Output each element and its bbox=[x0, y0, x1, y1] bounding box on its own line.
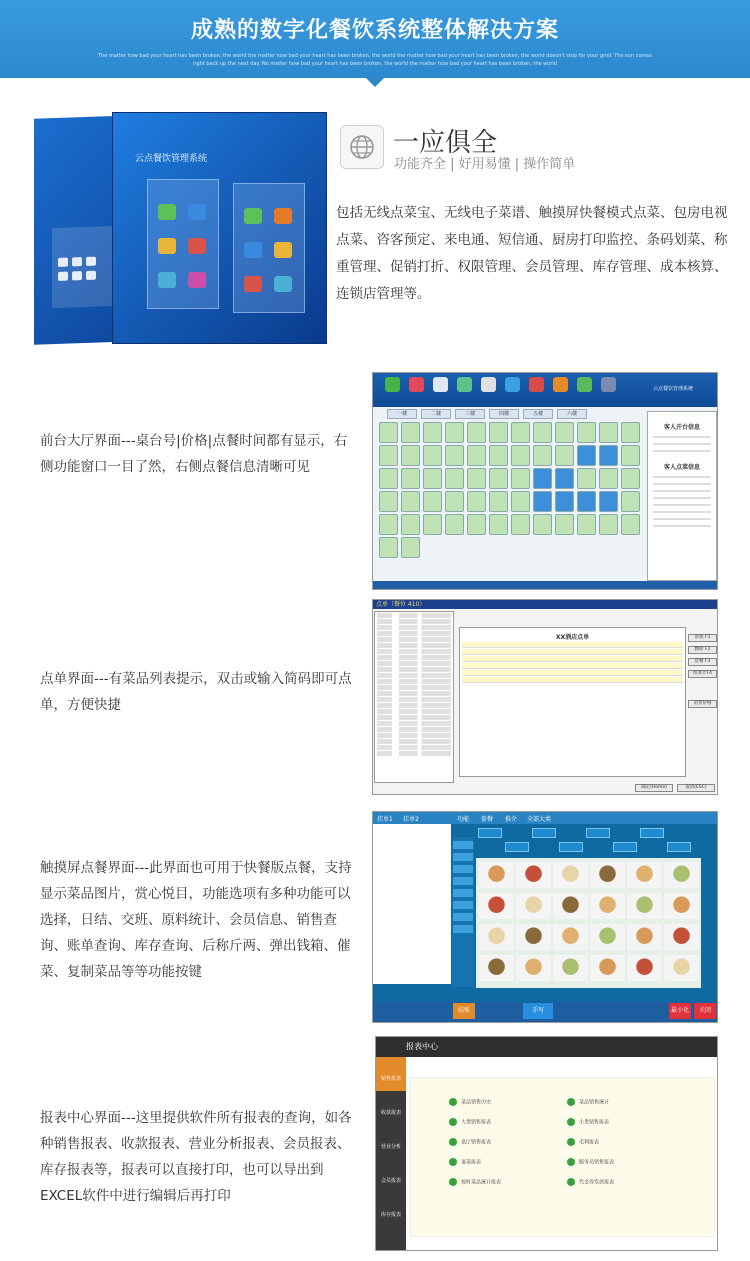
table-tile[interactable] bbox=[379, 491, 398, 512]
receipt-row bbox=[462, 670, 683, 676]
touch-screenshot bbox=[372, 811, 718, 1023]
table-tile[interactable] bbox=[577, 468, 596, 489]
report-list bbox=[410, 1077, 715, 1237]
table-tile[interactable] bbox=[533, 422, 552, 443]
tab-floor-3[interactable]: 三楼 bbox=[455, 409, 485, 419]
hero-panel-right bbox=[233, 183, 305, 313]
table-tile[interactable] bbox=[423, 422, 442, 443]
tab-floor-4[interactable]: 四楼 bbox=[489, 409, 519, 419]
table-tile[interactable] bbox=[401, 537, 420, 558]
dish-category-button[interactable] bbox=[586, 828, 610, 838]
dish-list-row[interactable] bbox=[377, 613, 451, 618]
report-item[interactable]: 毛利报表 bbox=[567, 1138, 599, 1146]
table-tile[interactable] bbox=[423, 491, 442, 512]
dish-list-row[interactable] bbox=[377, 643, 451, 648]
receipt-row bbox=[462, 649, 683, 655]
table-tile[interactable] bbox=[621, 468, 640, 489]
front-hall-app-logo: 云点餐饮管理系统 bbox=[652, 386, 693, 392]
table-tile[interactable] bbox=[489, 491, 508, 512]
dish-picture-tile[interactable] bbox=[516, 862, 551, 888]
table-tile[interactable] bbox=[555, 468, 574, 489]
table-tile[interactable] bbox=[533, 491, 552, 512]
table-tile[interactable] bbox=[401, 445, 420, 466]
table-tile[interactable] bbox=[599, 422, 618, 443]
report-nav bbox=[376, 1057, 406, 1251]
return-price-button[interactable]: 退货价格 bbox=[688, 700, 717, 708]
nav-business-analysis[interactable]: 营业分析 bbox=[380, 1144, 401, 1150]
set-meal-button[interactable]: 套餐 F3 bbox=[688, 658, 717, 666]
delete-button[interactable]: 删除 F2 bbox=[688, 646, 717, 654]
nav-member-report[interactable]: 会员报表 bbox=[380, 1178, 401, 1184]
table-tile[interactable] bbox=[577, 422, 596, 443]
minimize-button[interactable]: 最小化 bbox=[669, 1003, 691, 1019]
table-tile[interactable] bbox=[445, 445, 464, 466]
dish-list-row[interactable] bbox=[377, 739, 451, 744]
tab-floor-1[interactable]: 一楼 bbox=[387, 409, 417, 419]
dish-list-row[interactable] bbox=[377, 715, 451, 720]
dish-categories bbox=[478, 826, 698, 856]
table-tile[interactable] bbox=[599, 514, 618, 535]
dish-picture-tile[interactable] bbox=[553, 893, 588, 919]
checkout-button[interactable]: 结账 bbox=[453, 1003, 475, 1019]
receipt-row bbox=[462, 656, 683, 662]
table-tile[interactable] bbox=[489, 514, 508, 535]
dish-category-button[interactable] bbox=[532, 828, 556, 838]
table-tile[interactable] bbox=[489, 468, 508, 489]
table-tile[interactable] bbox=[467, 422, 486, 443]
dish-list[interactable] bbox=[374, 611, 454, 783]
table-tile[interactable] bbox=[533, 514, 552, 535]
dish-list-row[interactable] bbox=[377, 655, 451, 660]
dish-list-row[interactable] bbox=[377, 751, 451, 756]
table-tile[interactable] bbox=[577, 514, 596, 535]
receipt-row bbox=[462, 663, 683, 669]
tab-floor-6[interactable]: 六楼 bbox=[557, 409, 587, 419]
table-tile[interactable] bbox=[599, 491, 618, 512]
banner-arrow-icon bbox=[365, 77, 385, 87]
report-item[interactable]: 大类销售报表 bbox=[449, 1118, 491, 1126]
table-tile[interactable] bbox=[577, 491, 596, 512]
table-tile[interactable] bbox=[445, 422, 464, 443]
table-tile[interactable] bbox=[599, 445, 618, 466]
table-tile[interactable] bbox=[379, 422, 398, 443]
table-tile[interactable] bbox=[511, 491, 530, 512]
dish-picture-grid bbox=[476, 858, 701, 988]
intro-title: 一应俱全 bbox=[393, 128, 498, 158]
table-tile[interactable] bbox=[423, 514, 442, 535]
table-tile[interactable] bbox=[379, 514, 398, 535]
set-meal-tab[interactable]: 套餐 bbox=[481, 816, 494, 823]
order-info-heading: 客人点菜信息 bbox=[663, 464, 700, 471]
banner-subtitle: The matter how bad your heart has been broken, the world the matter how bad your heart has been broken, the world the matter how bad your heart has been broken, the world doesn't stop for your grief. The sun comes right back up the next day. No matter how bad your heart has been broken, the world the matter how bad your heart has been broken, the world bbox=[98, 53, 652, 67]
order-receipt bbox=[459, 627, 686, 777]
section-touch-text: 触摸屏点餐界面---此界面也可用于快餐版点餐，支持显示菜品图片，赏心悦目，功能选项有多种功能可以选择，日结、交班、原料统计、会员信息、销售查询、账单查询、库存查询、后称斤两、弹出钱箱、催菜、复制菜品等等功能按键 bbox=[40, 860, 352, 980]
dish-list-row[interactable] bbox=[377, 631, 451, 636]
report-item[interactable]: 退菜报表 bbox=[449, 1158, 481, 1166]
status-bar bbox=[373, 581, 718, 589]
table-tile[interactable] bbox=[533, 445, 552, 466]
table-tile[interactable] bbox=[555, 514, 574, 535]
open-table-info-heading: 客人开台信息 bbox=[663, 424, 700, 431]
dish-list-row[interactable] bbox=[377, 673, 451, 678]
banner-title: 成熟的数字化餐饮系统整体解决方案 bbox=[190, 18, 559, 43]
report-screenshot bbox=[375, 1036, 718, 1251]
dish-picture-tile[interactable] bbox=[590, 893, 625, 919]
dish-list-row[interactable] bbox=[377, 685, 451, 690]
dish-category-button[interactable] bbox=[640, 828, 664, 838]
tab-floor-5[interactable]: 五楼 bbox=[523, 409, 553, 419]
receipt-row bbox=[462, 642, 683, 648]
header-banner bbox=[0, 0, 750, 78]
dish-list-row[interactable] bbox=[377, 661, 451, 666]
dish-list-row[interactable] bbox=[377, 709, 451, 714]
globe-icon bbox=[340, 125, 384, 169]
dish-list-row[interactable] bbox=[377, 649, 451, 654]
table-tile[interactable] bbox=[467, 468, 486, 489]
table-tile[interactable] bbox=[489, 422, 508, 443]
receipt-title: XX酒店点单 bbox=[555, 634, 590, 641]
function-tab[interactable]: 功能 bbox=[457, 816, 470, 823]
order-window-title: 点单（餐位 410） bbox=[373, 600, 718, 609]
table-tile[interactable] bbox=[423, 468, 442, 489]
order-screenshot bbox=[372, 599, 718, 795]
dish-category-button[interactable] bbox=[613, 842, 637, 852]
confirm-button[interactable]: 确定(Home) bbox=[635, 784, 673, 792]
cancel-button[interactable]: 取消(ESC) bbox=[677, 784, 715, 792]
dish-picture-tile[interactable] bbox=[627, 955, 662, 981]
dish-picture-tile[interactable] bbox=[516, 924, 551, 950]
report-item[interactable]: 小类销售报表 bbox=[567, 1118, 609, 1126]
table-tile[interactable] bbox=[511, 468, 530, 489]
report-item[interactable]: 菜品销售统计 bbox=[567, 1098, 609, 1106]
table-tile[interactable] bbox=[621, 422, 640, 443]
section-order-text: 点单界面---有菜品列表提示，双击或输入简码即可点单，方便快捷 bbox=[40, 671, 352, 713]
add-button[interactable]: 添加 F1 bbox=[688, 634, 717, 642]
table-tile[interactable] bbox=[621, 445, 640, 466]
dish-list-row[interactable] bbox=[377, 697, 451, 702]
dish-picture-tile[interactable] bbox=[664, 955, 699, 981]
table-tile[interactable] bbox=[621, 514, 640, 535]
table-tile[interactable] bbox=[533, 468, 552, 489]
combo-button[interactable]: 组菜计F4 bbox=[688, 670, 717, 678]
dish-category-button[interactable] bbox=[505, 842, 529, 852]
table-tile[interactable] bbox=[489, 445, 508, 466]
table-tile[interactable] bbox=[401, 468, 420, 489]
dish-category-button[interactable] bbox=[559, 842, 583, 852]
dish-list-row[interactable] bbox=[377, 721, 451, 726]
table-tile[interactable] bbox=[445, 491, 464, 512]
section-report-text: 报表中心界面---这里提供软件所有报表的查询，如各种销售报表、收款报表、营业分析报表、会员报表、库存报表等，报表可以直接打印，也可以导出到EXCEL软件中进行编辑后再打印 bbox=[40, 1110, 352, 1204]
dish-list-row[interactable] bbox=[377, 619, 451, 624]
front-hall-toolbar bbox=[373, 373, 718, 407]
hero-main-menu-image bbox=[112, 112, 327, 344]
all-categories-tab[interactable]: 全部大类 bbox=[527, 816, 552, 823]
table-tile[interactable] bbox=[555, 445, 574, 466]
hold-1-tab[interactable]: 挂单1 bbox=[377, 816, 393, 823]
dish-picture-tile[interactable] bbox=[590, 924, 625, 950]
dish-picture-tile[interactable] bbox=[664, 924, 699, 950]
nav-inventory-report[interactable]: 库存报表 bbox=[380, 1212, 401, 1218]
table-tile[interactable] bbox=[555, 491, 574, 512]
close-button[interactable]: 关闭 bbox=[694, 1003, 716, 1019]
dish-picture-tile[interactable] bbox=[627, 862, 662, 888]
dish-picture-tile[interactable] bbox=[479, 924, 514, 950]
report-item[interactable]: 菜品销售历史 bbox=[449, 1098, 491, 1106]
recommend-tab[interactable]: 推介 bbox=[505, 816, 518, 823]
table-tile[interactable] bbox=[467, 445, 486, 466]
nav-receipt-report[interactable]: 收款报表 bbox=[380, 1110, 401, 1116]
dish-picture-tile[interactable] bbox=[590, 955, 625, 981]
dish-list-row[interactable] bbox=[377, 733, 451, 738]
dish-picture-tile[interactable] bbox=[479, 955, 514, 981]
table-tile[interactable] bbox=[445, 468, 464, 489]
table-tile[interactable] bbox=[467, 514, 486, 535]
dish-picture-tile[interactable] bbox=[627, 893, 662, 919]
dish-list-row[interactable] bbox=[377, 637, 451, 642]
dish-picture-tile[interactable] bbox=[664, 893, 699, 919]
dish-picture-tile[interactable] bbox=[627, 924, 662, 950]
table-tile[interactable] bbox=[555, 422, 574, 443]
dish-picture-tile[interactable] bbox=[479, 862, 514, 888]
table-tile[interactable] bbox=[423, 445, 442, 466]
table-tile[interactable] bbox=[379, 445, 398, 466]
report-item[interactable]: 按时菜品统计报表 bbox=[449, 1178, 501, 1186]
table-tile[interactable] bbox=[379, 537, 398, 558]
dish-list-row[interactable] bbox=[377, 667, 451, 672]
hero-panel-left bbox=[147, 179, 219, 309]
report-item[interactable]: 桌厅销售报表 bbox=[449, 1138, 491, 1146]
dish-picture-tile[interactable] bbox=[479, 893, 514, 919]
dish-picture-tile[interactable] bbox=[553, 862, 588, 888]
table-tile[interactable] bbox=[577, 445, 596, 466]
intro-description: 包括无线点菜宝、无线电子菜谱、触摸屏快餐模式点菜、包房电视点菜、咨客预定、来电通、短信通、厨房打印监控、条码划菜、称重管理、促销打折、权限管理、会员管理、库存管理、成本核算、连锁店管理等。 bbox=[336, 205, 728, 302]
intro-subtitle: 功能齐全 | 好用易懂 | 操作简单 bbox=[394, 157, 576, 172]
nav-sales-report[interactable]: 销售报表 bbox=[376, 1057, 406, 1091]
floor-tabs bbox=[377, 409, 645, 419]
dish-list-row[interactable] bbox=[377, 691, 451, 696]
dish-picture-tile[interactable] bbox=[590, 862, 625, 888]
dish-picture-tile[interactable] bbox=[516, 893, 551, 919]
handwrite-button[interactable]: 手写 bbox=[523, 1003, 553, 1019]
table-tile[interactable] bbox=[467, 491, 486, 512]
dish-picture-tile[interactable] bbox=[664, 862, 699, 888]
table-tile[interactable] bbox=[401, 514, 420, 535]
table-tile[interactable] bbox=[511, 422, 530, 443]
table-tile[interactable] bbox=[445, 514, 464, 535]
dish-list-row[interactable] bbox=[377, 745, 451, 750]
table-tile[interactable] bbox=[511, 445, 530, 466]
hold-2-tab[interactable]: 挂单2 bbox=[403, 816, 419, 823]
login-keypad bbox=[52, 226, 114, 308]
tab-floor-2[interactable]: 二楼 bbox=[421, 409, 451, 419]
touch-order-list bbox=[373, 824, 451, 984]
dish-picture-tile[interactable] bbox=[553, 924, 588, 950]
dish-picture-tile[interactable] bbox=[553, 955, 588, 981]
dish-category-button[interactable] bbox=[667, 842, 691, 852]
app-logo: 云点餐饮管理系统 bbox=[135, 154, 208, 164]
table-tile[interactable] bbox=[599, 468, 618, 489]
section-front-hall-text: 前台大厅界面---桌台号|价格|点餐时间都有显示，右侧功能窗口一目了然，右侧点餐信息清晰可见 bbox=[40, 433, 348, 475]
dish-list-row[interactable] bbox=[377, 625, 451, 630]
touch-function-buttons bbox=[452, 837, 474, 987]
touch-top-bar bbox=[373, 812, 718, 824]
dish-category-button[interactable] bbox=[478, 828, 502, 838]
receipt-row bbox=[462, 677, 683, 683]
order-info-panel bbox=[647, 411, 717, 581]
dish-list-row[interactable] bbox=[377, 703, 451, 708]
table-tile[interactable] bbox=[511, 514, 530, 535]
dish-list-row[interactable] bbox=[377, 727, 451, 732]
dish-list-row[interactable] bbox=[377, 679, 451, 684]
report-center-title: 报表中心 bbox=[376, 1037, 718, 1057]
table-tile[interactable] bbox=[621, 491, 640, 512]
report-item[interactable]: 代金券发放报表 bbox=[567, 1178, 614, 1186]
table-tile[interactable] bbox=[401, 491, 420, 512]
dish-picture-tile[interactable] bbox=[516, 955, 551, 981]
table-tile[interactable] bbox=[401, 422, 420, 443]
front-hall-screenshot bbox=[372, 372, 718, 590]
table-tile[interactable] bbox=[379, 468, 398, 489]
report-item[interactable]: 服务员销售报表 bbox=[567, 1158, 614, 1166]
